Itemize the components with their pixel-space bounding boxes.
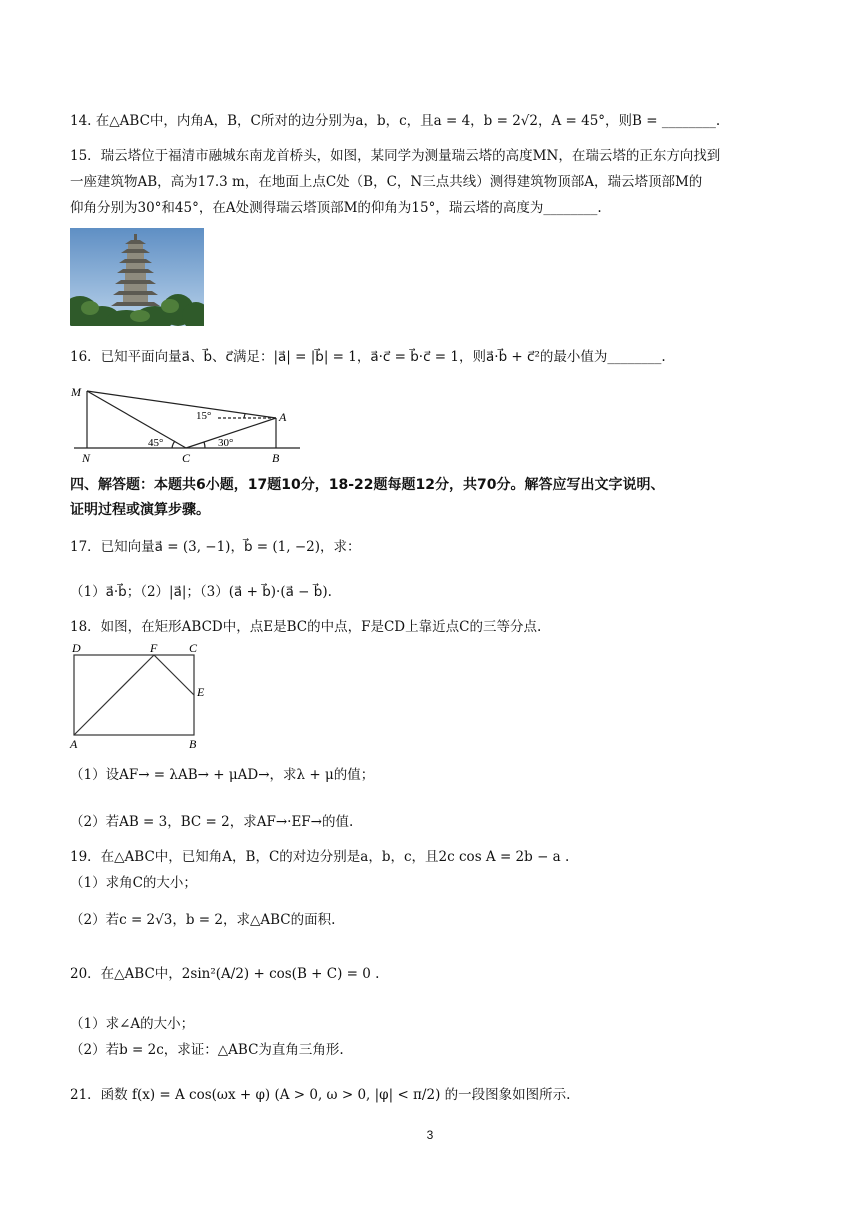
question-19-stem: 19．在△ABC中，已知角A，B，C的对边分别是a，b，c，且2c cos A = 2b − a .	[70, 849, 570, 865]
question-17-stem: 17．已知向量a⃗ = (3, −1)，b⃗ = (1, −2)，求：	[70, 539, 361, 555]
page-number: 3	[426, 1128, 434, 1142]
label-M: M	[71, 385, 81, 399]
label-E: E	[197, 685, 205, 699]
label-B: B	[272, 451, 280, 464]
tower-measurement-figure	[68, 384, 308, 464]
question-17-parts: （1）a⃗·b⃗；（2）|a⃗|；（3）(a⃗ + b⃗)·(a⃗ − b⃗).	[70, 584, 332, 600]
question-14: 14. 在△ABC中，内角A，B，C所对的边分别为a，b，c，且a = 4，b = 2√2，A = 45°，则B = ________.	[70, 113, 721, 129]
question-20-stem: 20．在△ABC中，2sin²(A/2) + cos(B + C) = 0 .	[70, 966, 380, 982]
label-C: C	[182, 451, 191, 464]
question-18-part-2: （2）若AB = 3，BC = 2，求AF→·EF→的值.	[70, 814, 354, 830]
label-A: A	[279, 410, 287, 424]
question-20-part-2: （2）若b = 2c，求证：△ABC为直角三角形.	[70, 1042, 344, 1058]
angle-15-label: 15°	[196, 410, 212, 422]
label-C: C	[189, 641, 198, 655]
question-15-line-1: 15．瑞云塔位于福清市融城东南龙首桥头，如图，某同学为测量瑞云塔的高度MN，在瑞云塔的正东方向找到	[70, 148, 721, 164]
pagoda-photo	[70, 228, 204, 326]
label-F: F	[150, 641, 158, 655]
question-15-line-2: 一座建筑物AB，高为17.3 m，在地面上点C处（B，C，N三点共线）测得建筑物顶部A，瑞云塔顶部M的	[70, 174, 703, 190]
angle-45-label: 45°	[148, 437, 164, 449]
question-16: 16．已知平面向量a⃗、b⃗、c⃗满足：|a⃗| = |b⃗| = 1，a⃗·c⃗ = b⃗·c⃗ = 1，则a⃗·b⃗ + c⃗²的最小值为________.	[70, 349, 666, 365]
label-N: N	[82, 451, 91, 464]
question-21-stem: 21．函数 f(x) = A cos(ωx + φ) (A > 0, ω > 0, |φ| < π/2) 的一段图象如图所示.	[70, 1087, 571, 1103]
section-4-header-line-1: 四、解答题：本题共6小题，17题10分，18-22题每题12分，共70分。解答应写出文字说明、	[70, 477, 665, 493]
question-19-part-2: （2）若c = 2√3，b = 2，求△ABC的面积.	[70, 912, 336, 928]
question-19-part-1: （1）求角C的大小；	[70, 875, 197, 891]
label-D: D	[72, 641, 81, 655]
angle-30-label: 30°	[218, 437, 234, 449]
rectangle-figure	[66, 640, 216, 755]
question-15-line-3: 仰角分别为30°和45°，在A处测得瑞云塔顶部M的仰角为15°，瑞云塔的高度为________.	[70, 200, 602, 216]
question-20-part-1: （1）求∠A的大小；	[70, 1016, 195, 1032]
label-A: A	[70, 737, 78, 751]
question-18-part-1: （1）设AF→ = λAB→ + μAD→，求λ + μ的值；	[70, 767, 375, 783]
question-18-stem: 18．如图，在矩形ABCD中，点E是BC的中点，F是CD上靠近点C的三等分点.	[70, 619, 542, 635]
section-4-header-line-2: 证明过程或演算步骤。	[70, 502, 210, 518]
label-B: B	[189, 737, 197, 751]
